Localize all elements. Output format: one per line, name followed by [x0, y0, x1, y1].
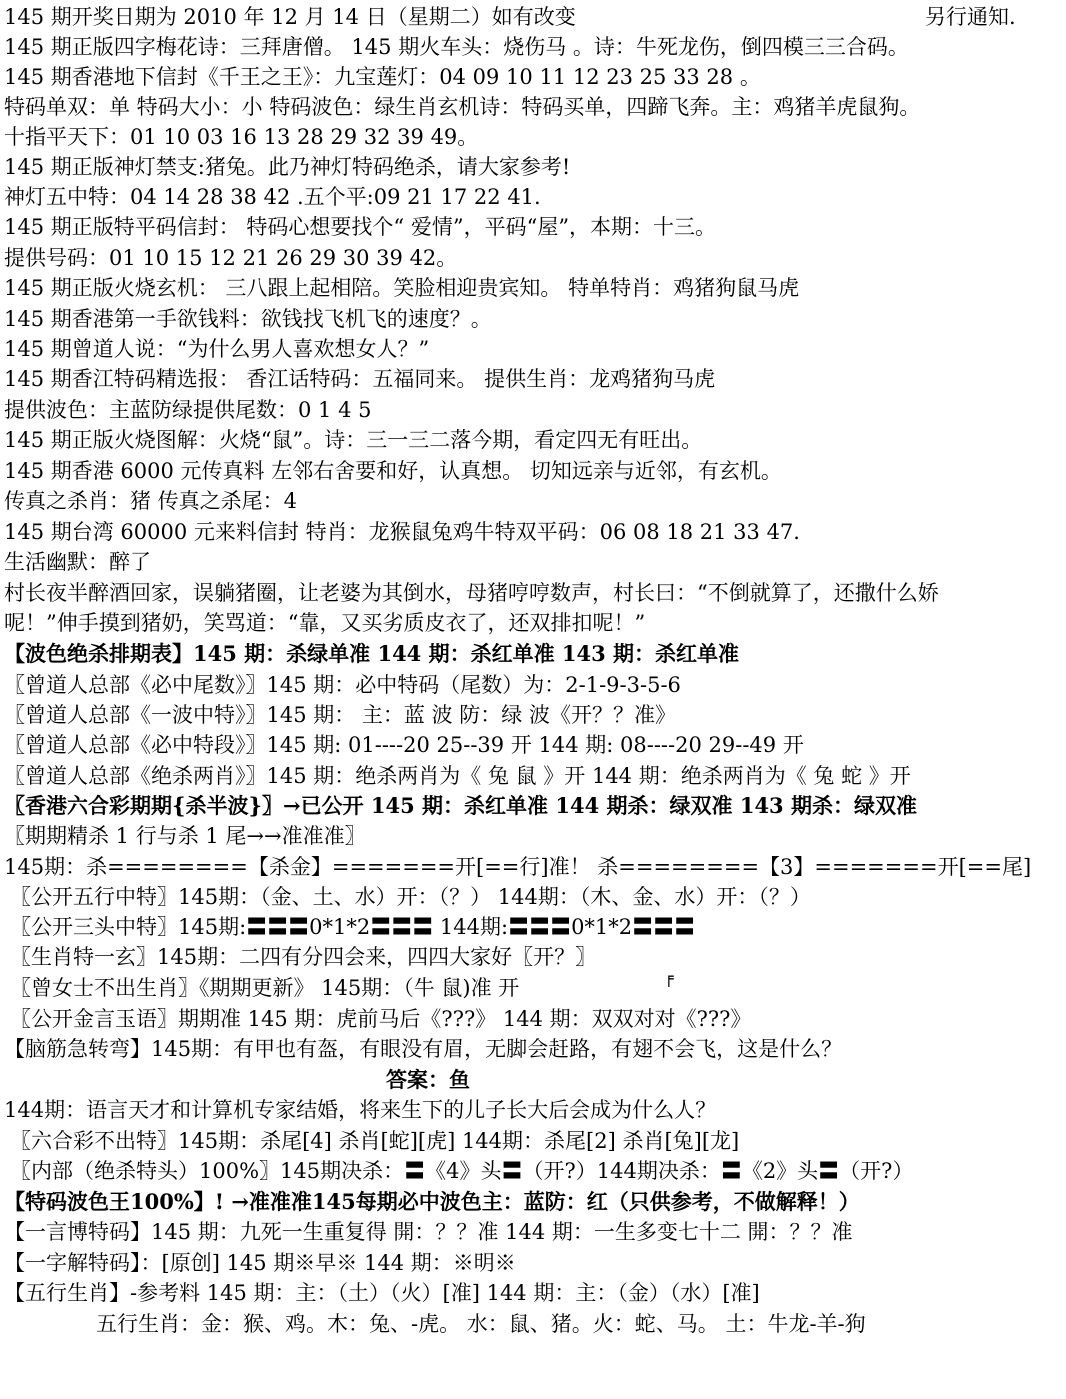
text-line: 〖香港六合彩期期{杀半波}〗→已公开 145 期：杀红单准 144 期杀：绿双准 143 期杀：绿双准	[4, 793, 917, 818]
text-line: 【一字解特码】：[原创] 145 期※早※ 144 期：※明※	[4, 1251, 516, 1275]
text-line: 传真之杀肖：猪 传真之杀尾：4	[4, 489, 298, 513]
change-notice: 另行通知.	[925, 5, 1016, 29]
text-line: 145 期香港 6000 元传真料 左邻右舍要和好，认真想。 切知远亲与近邻，有玄机。	[4, 459, 782, 483]
text-line: 【脑筋急转弯】145期：有甲也有盔，有眼没有眉，无脚会赶路，有翅不会飞，这是什么？	[4, 1037, 843, 1061]
text-line: 〖公开金言玉语〗期期准 145 期：虎前马后《???》 144 期：双双对对《???》	[10, 1007, 752, 1031]
text-line: 145 期正版火烧玄机： 三八跟上起相陪。笑脸相迎贵宾知。 特单特肖：鸡猪狗鼠马虎	[4, 276, 800, 300]
text-line: 【特码波色王100%】! →准准准145每期必中波色主：蓝防：红（只供参考，不做解释！）	[4, 1189, 860, 1214]
text-line: 五行生肖：金：猴、鸡。木：兔、-虎。 水：鼠、猪。火：蛇、马。 土：牛龙-羊-狗	[96, 1312, 866, 1336]
text-line: 〖曾道人总部《必中尾数》〗145 期：必中特码（尾数）为：2-1-9-3-5-6	[4, 673, 681, 697]
text-line: 145 期正版特平码信封： 特码心想要找个“ 爱情”，平码“屋”，本期：十三。	[4, 215, 717, 239]
text-line: 〖曾道人总部《绝杀两肖》〗145 期：绝杀两肖为《 兔 鼠 》开 144 期：绝杀两肖为《 兔 蛇 》开	[4, 764, 911, 788]
text-line: 特码单双：单 特码大小：小 特码波色：绿生肖玄机诗：特码买单，四蹄飞奔。主：鸡猪羊虎鼠狗。	[4, 95, 921, 119]
answer-line: 答案：鱼	[386, 1067, 470, 1092]
text-line: 〖生肖特一玄〗145期：二四有分四会来，四四大家好〖开？〗	[10, 945, 597, 969]
text-line: 【一言博特码】145 期：九死一生重复得 開：？？准 144 期：一生多变七十二 開：？？准	[4, 1220, 853, 1244]
text-line: 〖曾道人总部《一波中特》〗145 期： 主：蓝 波 防：绿 波《开？？准》	[4, 703, 676, 727]
text-line: 145 期香港地下信封《千王之王》：九宝莲灯：04 09 10 11 12 23 25 33 28 。	[4, 65, 761, 89]
text-line: 呢！”伸手摸到猪奶，笑骂道：“靠，又买劣质皮衣了，还双排扣呢！”	[4, 611, 646, 635]
text-line: 【波色绝杀排期表】145 期：杀绿单准 144 期：杀红单准 143 期：杀红单准	[4, 641, 740, 666]
text-line: 〖曾道人总部《必中特段》〗145 期: 01----20 25--39 开 144 期: 08----20 29--49 开	[4, 733, 804, 757]
text-line: 145 期台湾 60000 元来料信封 特肖：龙猴鼠兔鸡牛特双平码：06 08 18 21 33 47.	[4, 520, 800, 544]
text-line: 145 期香港第一手欲钱料：欲钱找飞机飞的速度？。	[4, 307, 492, 331]
text-line: 〖期期精杀 1 行与杀 1 尾→→准准准〗	[4, 824, 366, 848]
text-line: 145 期曾道人说：“为什么男人喜欢想女人？”	[4, 337, 430, 361]
text-line: 村长夜半醉酒回家，误躺猪圈，让老婆为其倒水，母猪哼哼数声，村长曰：“不倒就算了，还撒什么娇	[4, 581, 939, 605]
text-line: 【五行生肖】-参考料 145 期：主：（土）（火）[准] 144 期：主：（金）（水）[准]	[4, 1281, 760, 1305]
stray-mark: ╒	[664, 968, 674, 987]
text-line: 145期：杀========【杀金】=======开[==行]准！ 杀========【3】=======开[==尾]	[4, 855, 1032, 879]
text-line: 提供号码：01 10 15 12 21 26 29 30 39 42。	[4, 246, 458, 270]
text-line: 〖内部（绝杀特头）100%〗145期决杀：〓《4》头〓（开?）144期决杀：〓《2》头〓（开?）	[10, 1159, 914, 1183]
text-line: 〖公开三头中特〗145期:〓〓〓0*1*2〓〓〓 144期:〓〓〓0*1*2〓〓〓	[10, 915, 696, 939]
text-line: 145 期开奖日期为 2010 年 12 月 14 日（星期二）如有改变	[4, 5, 576, 29]
text-line: 〖公开五行中特〗145期：（金、土、水）开：（？） 144期：（木、金、水）开：（？）	[10, 885, 811, 909]
text-line: 145 期香江特码精选报： 香江话特码：五福同来。 提供生肖：龙鸡猪狗马虎	[4, 367, 716, 391]
text-line: 〖六合彩不出特〗145期：杀尾[4] 杀肖[蛇][虎] 144期：杀尾[2] 杀肖[兔][龙]	[10, 1129, 740, 1153]
text-line: 提供波色：主蓝防绿提供尾数：0 1 4 5	[4, 398, 372, 422]
text-line: 145 期正版神灯禁支:猪兔。此乃神灯特码绝杀，请大家参考!	[4, 155, 571, 179]
text-line: 〖曾女士不出生肖〗《期期更新》 145期：（牛 鼠)准 开	[10, 976, 520, 1000]
text-line: 145 期正版火烧图解：火烧“鼠”。诗：三一三二落今期，看定四无有旺出。	[4, 428, 703, 452]
text-line: 144期：语言天才和计算机专家结婚，将来生下的儿子长大后会成为什么人？	[4, 1098, 717, 1122]
text-line: 生活幽默：醉了	[4, 550, 151, 574]
text-line: 145 期正版四字梅花诗：三拜唐僧。 145 期火车头：烧伤马 。诗：牛死龙伤，倒四模三三合码。	[4, 35, 909, 59]
text-line: 神灯五中特：04 14 28 38 42 .五个平:09 21 17 22 41.	[4, 185, 541, 209]
text-line: 十指平天下：01 10 03 16 13 28 29 32 39 49。	[4, 125, 479, 149]
